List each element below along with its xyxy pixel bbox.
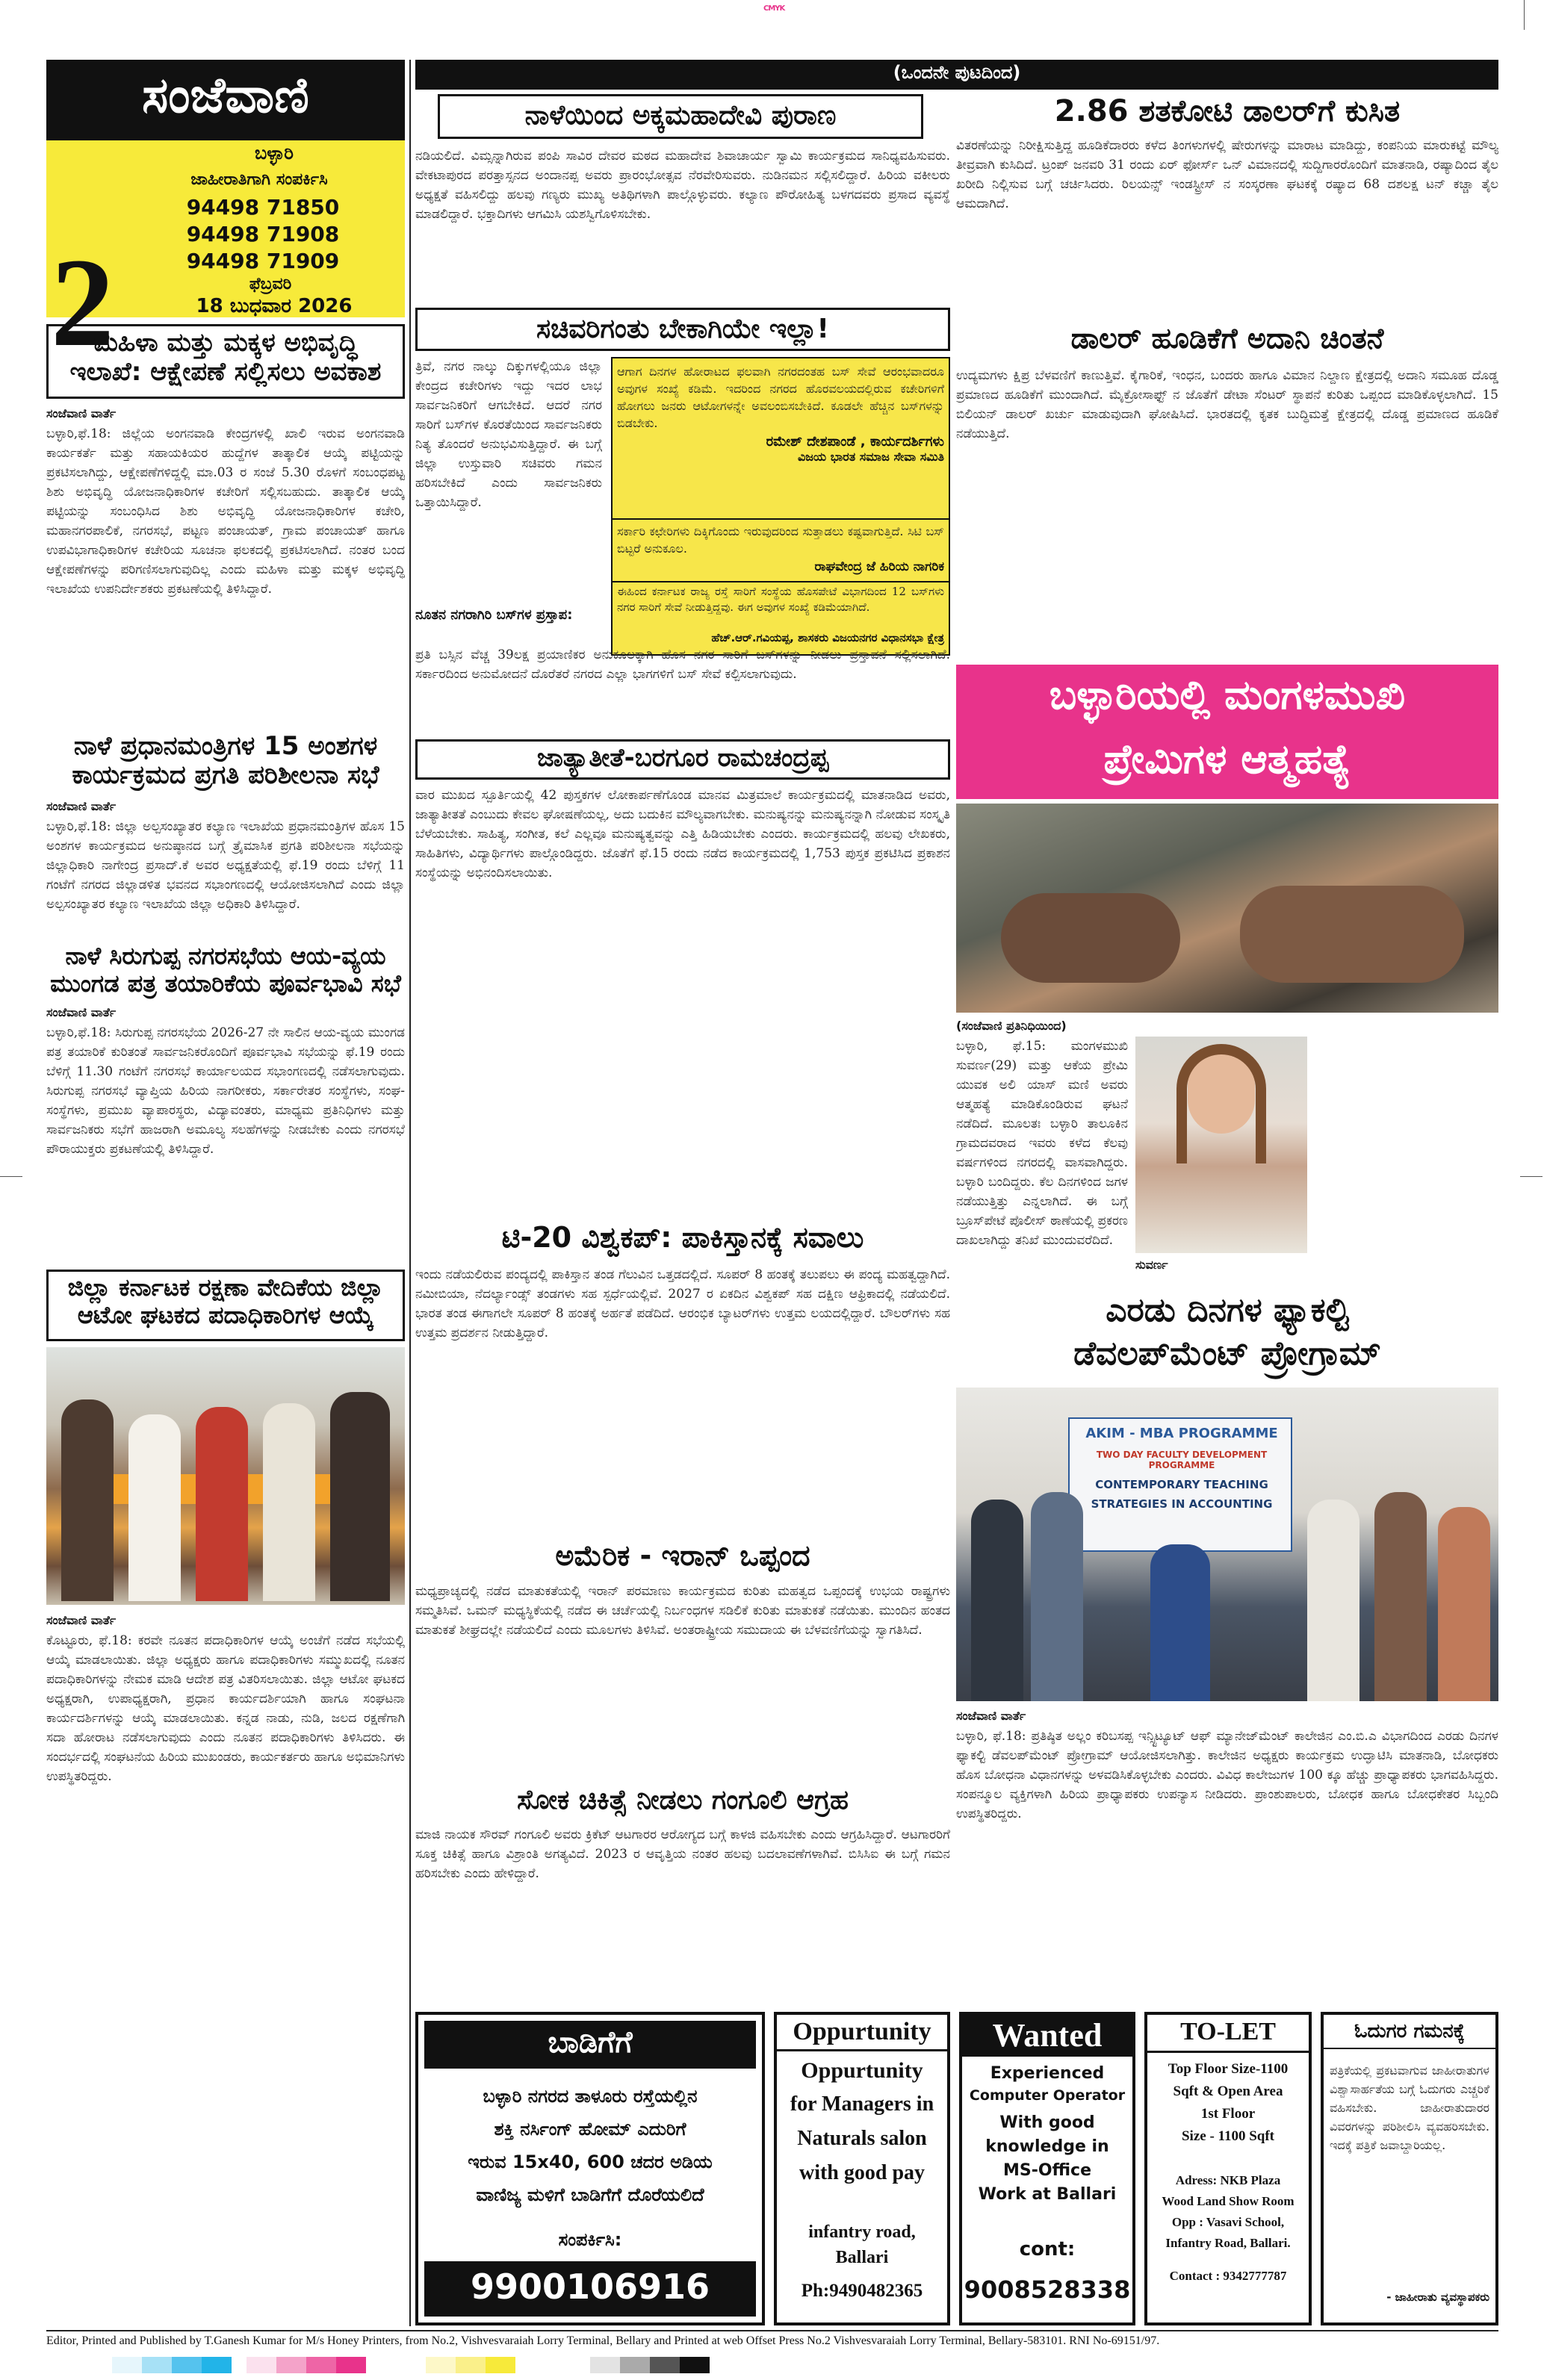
magenta-swatch (276, 2357, 306, 2373)
akkamahadevi-article (415, 94, 950, 303)
suvarna-caption: ಸುವರ್ಣ (1135, 1258, 1168, 1272)
siruguppa-article (46, 942, 405, 1256)
fdp-banner (1068, 1417, 1292, 1552)
pm-15point-byline: ಸಂಜೆವಾಣಿ ವಾರ್ತೆ (46, 799, 117, 813)
america-iran-article (415, 1540, 950, 1779)
karave-article (46, 1270, 405, 1949)
person-silhouette (1150, 1544, 1210, 1701)
contact-label: ಜಾಹೀರಾತಿಗಾಗಿ ಸಂಪರ್ಕಿಸಿ (190, 170, 328, 189)
yellow-swatch (486, 2357, 515, 2373)
figure-shape (1240, 886, 1464, 983)
soko-body: ಮಾಜಿ ನಾಯಕ ಸೌರವ್ ಗಂಗೂಲಿ ಅವರು ಕ್ರಿಕೆಟ್ ಆಟಗಾರರ ಆರೋಗ್ಯದ ಬಗ್ಗೆ ಕಾಳಜಿ ವಹಿಸಬೇಕು ಎಂದು ಆಗ್ರಹಿಸಿದ್ದಾರೆ. ಆಟಗಾರರಿಗೆ ಸೂಕ್ತ ಚಿಕಿತ್ಸೆ ಹಾಗೂ ವಿಶ್ರಾಂತಿ ಅಗತ್ಯವಿದೆ. 2023 ರ ಆವೃತ್ತಿಯ ನಂತರ ಹಲವು ಬದಲಾವಣೆಗಳಾಗಿವೆ. ಬಿಸಿಸಿಐ ಈ ಬಗ್ಗೆ ಗಮನ ಹರಿಸಬೇಕು ಎಂದು ಹೇಳಿದ್ದಾರೆ. (415, 1827, 950, 1881)
badige-line-2: ಶಕ್ತಿ ನರ್ಸಿಂಗ್ ಹೋಮ್ ಎದುರಿಗೆ (494, 2119, 686, 2140)
badige-phone[interactable]: 9900106916 (470, 2266, 710, 2307)
fdp-headline-2: ಡೆವಲಪ್‌ಮೆಂಟ್ ಪ್ರೋಗ್ರಾಮ್ (1073, 1335, 1381, 1373)
karave-body: ಕೊಟ್ಟೂರು, ಫೆ.18: ಕರವೇ ನೂತನ ಪದಾಧಿಕಾರಿಗಳ ಆಯ್ಕೆ ಅಂಚೆಗೆ ನಡೆದ ಸಭೆಯಲ್ಲಿ ಆಯ್ಕೆ ಮಾಡಲಾಯಿತು. ಜಿಲ್ಲಾ ಅಧ್ಯಕ್ಷರು ಹಾಗೂ ಪದಾಧಿಕಾರಿಗಳು ಸಮ್ಮುಖದಲ್ಲಿ ನೂತನ ಪದಾಧಿಕಾರಿಗಳನ್ನು ನೇಮಕ ಮಾಡಿ ಆದೇಶ ಪತ್ರ ವಿತರಿಸಲಾಯಿತು. ಜಿಲ್ಲಾ ಆಟೋ ಘಟಕದ ಅಧ್ಯಕ್ಷರಾಗಿ, ಉಪಾಧ್ಯಕ್ಷರಾಗಿ, ಪ್ರಧಾನ ಕಾರ್ಯದರ್ಶಿಯಾಗಿ ಹಾಗೂ ಸಂಘಟನಾ ಕಾರ್ಯದರ್ಶಿಗಳನ್ನು ಆಯ್ಕೆ ಮಾಡಲಾಯಿತು. ಕನ್ನಡ ನಾಡು, ನುಡಿ, ಜಲದ ರಕ್ಷಣೆಗಾಗಿ ಸದಾ ಹೋರಾಟ ನಡೆಸಲಾಗುವುದು ಎಂದು ನೂತನ ಪದಾಧಿಕಾರಿಗಳು ತಿಳಿಸಿದರು. ಈ ಸಂದರ್ಭದಲ್ಲಿ ಸಂಘಟನೆಯ ಹಿರಿಯ ಮುಖಂಡರು, ಕಾರ್ಯಕರ್ತರು ಹಾಗೂ ಅಭಿಮಾನಿಗಳು ಉಪಸ್ಥಿತರಿದ್ದರು. (46, 1633, 405, 1784)
mangalamukhi-headline-2: ಪ್ರೇಮಿಗಳ ಆತ್ಮಹತ್ಯೆ (1103, 736, 1351, 783)
cyan-swatch (112, 2357, 142, 2373)
adani-article (956, 323, 1498, 659)
wanted-phone[interactable]: 9008528338 (964, 2275, 1131, 2304)
person-silhouette (1031, 1492, 1083, 1701)
mangalamukhi-headline-banner (956, 665, 1498, 799)
masthead-title-block (46, 60, 405, 140)
dollar-headline: 2.86 ಶತಕೋಟಿ ಡಾಲರ್‌ಗೆ ಕುಸಿತ (1054, 94, 1401, 128)
ad-opportunity[interactable] (774, 2012, 950, 2325)
yellow-swatch (426, 2357, 456, 2373)
fdp-body: ಬಳ್ಳಾರಿ, ಫೆ.18: ಪ್ರತಿಷ್ಠಿತ ಅಲ್ಲಂ ಕರಿಬಸಪ್ಪ ಇನ್ಸ್ಟಿಟ್ಯೂಟ್ ಆಫ್ ಮ್ಯಾನೇಜ್‌ಮೆಂಟ್ ಕಾಲೇಜಿನ ಎಂ.ಬಿ.ಎ ವಿಭಾಗದಿಂದ ಎರಡು ದಿನಗಳ ಫ್ಯಾಕಲ್ಟಿ ಡೆವಲಪ್‌ಮೆಂಟ್ ಪ್ರೋಗ್ರಾಮ್ ಆಯೋಜಿಸಲಾಗಿತ್ತು. ಕಾಲೇಜಿನ ಅಧ್ಯಕ್ಷರು ಕಾರ್ಯಕ್ರಮ ಉದ್ಘಾಟಿಸಿ ಮಾತನಾಡಿ, ಬೋಧಕರು ಹೊಸ ಬೋಧನಾ ವಿಧಾನಗಳನ್ನು ಅಳವಡಿಸಿಕೊಳ್ಳಬೇಕು ಎಂದರು. ವಿವಿಧ ಕಾಲೇಜುಗಳ 100 ಕ್ಕೂ ಹೆಚ್ಚು ಪ್ರಾಧ್ಯಾಪಕರು ಭಾಗವಹಿಸಿದ್ದರು. ಸಂಪನ್ಮೂಲ ವ್ಯಕ್ತಿಗಳಾಗಿ ಹಿರಿಯ ಪ್ರಾಧ್ಯಾಪಕರು ಉಪನ್ಯಾಸ ನೀಡಿದರು. ಪ್ರಾಂಶುಪಾಲರು, ಬೋಧಕ ಹಾಗೂ ಬೋಧಕೇತರ ಸಿಬ್ಬಂದಿ ಉಪಸ್ಥಿತರಿದ್ದರು. (956, 1729, 1498, 1821)
women-child-body: ಬಳ್ಳಾರಿ,ಫೆ.18: ಜಿಲ್ಲೆಯ ಅಂಗನವಾಡಿ ಕೇಂದ್ರಗಳಲ್ಲಿ ಖಾಲಿ ಇರುವ ಅಂಗನವಾಡಿ ಕಾರ್ಯಕರ್ತೆ ಮತ್ತು ಸಹಾಯಕಿಯರ ಹುದ್ದೆಗಳ ತಾತ್ಕಾಲಿಕ ಆಯ್ಕೆ ಪಟ್ಟಿಯನ್ನು ಪ್ರಕಟಿಸಲಾಗಿದ್ದು, ಆಕ್ಷೇಪಣೆಗಳಿದ್ದಲ್ಲಿ ಮಾ.03 ರ ಸಂಜೆ 5.30 ರೊಳಗೆ ಸಂಬಂಧಪಟ್ಟ ಶಿಶು ಅಭಿವೃದ್ಧಿ ಯೋಜನಾಧಿಕಾರಿಗಳ ಕಚೇರಿಗೆ ಸಲ್ಲಿಸಬಹುದು. ತಾತ್ಕಾಲಿಕ ಆಯ್ಕೆ ಪಟ್ಟಿಯನ್ನು ಸಂಬಂಧಿಸಿದ ಶಿಶು ಅಭಿವೃದ್ಧಿ ಯೋಜನಾಧಿಕಾರಿಗಳ ಕಚೇರಿ, ಮಹಾನಗರಪಾಲಿಕೆ, ನಗರಸಭೆ, ಪಟ್ಟಣ ಪಂಚಾಯತ್, ಗ್ರಾಮ ಪಂಚಾಯತ್ ಹಾಗೂ ಉಪವಿಭಾಗಾಧಿಕಾರಿಗಳ ಕಚೇರಿಯ ಸೂಚನಾ ಫಲಕದಲ್ಲಿ ಪ್ರಕಟಿಸಲಾಗಿದೆ. ನಂತರ ಬಂದ ಆಕ್ಷೇಪಣೆಗಳನ್ನು ಪರಿಗಣಿಸಲಾಗುವುದಿಲ್ಲ ಎಂದು ಮಹಿಳಾ ಮತ್ತು ಮಕ್ಕಳ ಅಭಿವೃದ್ಧಿ ಇಲಾಖೆಯ ಉಪನಿರ್ದೇಶಕರು ಪ್ರಕಟಣೆಯಲ್ಲಿ ತಿಳಿಸಿದ್ದಾರೆ. (46, 426, 405, 597)
ad-badige[interactable] (415, 2012, 765, 2325)
person-silhouette (1307, 1500, 1359, 1701)
suvarna-portrait (1135, 1037, 1307, 1253)
tolet-line-4: Size - 1100 Sqft (1181, 2128, 1275, 2144)
masthead-title: ಸಂಜೆವಾಣಿ (142, 66, 309, 124)
mangalamukhi-byline: (ಸಂಜೆವಾಣಿ ಪ್ರತಿನಿಧಿಯಿಂದ) (956, 1019, 1067, 1033)
highlight-1-text: ಆಗಾಗ ದಿನಗಳ ಹೋರಾಟದ ಫಲವಾಗಿ ನಗರದಂತಹ ಬಸ್ ಸೇವೆ ಆರಂಭವಾದರೂ ಅವುಗಳ ಸಂಖ್ಯೆ ಕಡಿಮೆ. ಇದರಿಂದ ನಗರದ ಹೊರವಲಯದಲ್ಲಿರುವ ಕಚೇರಿಗಳಿಗೆ ಹೋಗಲು ಜನರು ಆಟೋಗಳನ್ನೇ ಅವಲಂಬಿಸಬೇಕಿದೆ. ಕೂಡಲೇ ಹೆಚ್ಚಿನ ಬಸ್‌ಗಳನ್ನು ಬಿಡಬೇಕು. (617, 364, 944, 430)
women-child-article (46, 324, 405, 727)
highlight-1-signature: ರಮೇಶ್ ದೇಶಪಾಂಡೆ , ಕಾರ್ಯದರ್ಶಿಗಳು (766, 434, 944, 450)
highlight-2-signature: ರಾಘವೇಂದ್ರ ಜೆ ಹಿರಿಯ ನಾಗರಿಕ (814, 559, 944, 574)
black-swatch (620, 2357, 650, 2373)
siruguppa-byline: ಸಂಜೆವಾಣಿ ವಾರ್ತೆ (46, 1005, 117, 1019)
masthead-city: ಬಳ್ಳಾರಿ (255, 143, 294, 164)
fdp-headline-1: ಎರಡು ದಿನಗಳ ಫ್ಯಾಕಲ್ಟಿ (1106, 1291, 1349, 1329)
banner-line-1: AKIM - MBA PROGRAMME (1085, 1426, 1278, 1441)
highlight-3-signature: ಹೆಚ್.ಆರ್.ಗವಿಯಪ್ಪ, ಶಾಸಕರು ವಿಜಯನಗರ ವಿಧಾನಸಭಾ ಕ್ಷೇತ್ರ (711, 631, 944, 644)
ad-wanted[interactable] (959, 2012, 1135, 2325)
person-silhouette (971, 1500, 1023, 1701)
person-silhouette (263, 1403, 315, 1601)
tolet-address-3: Opp : Vasavi School, (1171, 2215, 1285, 2229)
magenta-swatch (306, 2357, 336, 2373)
mangalamukhi-article (956, 665, 1498, 1284)
siruguppa-headline: ನಾಳೆ ಸಿರುಗುಪ್ಪ ನಗರಸಭೆಯ ಆಯ-ವ್ಯಯ ಮುಂಗಡ ಪತ್ರ ತಯಾರಿಕೆಯ ಪೂರ್ವಭಾವಿ ಸಭೆ (50, 942, 401, 998)
footer-rule (46, 2330, 1498, 2331)
crop-mark (1520, 1176, 1543, 1177)
readers-note-body: ಪತ್ರಿಕೆಯಲ್ಲಿ ಪ್ರಕಟವಾಗುವ ಜಾಹೀರಾತುಗಳ ವಿಶ್ವಾಸಾರ್ಹತೆಯ ಬಗ್ಗೆ ಓದುಗರು ಎಚ್ಚರಿಕೆ ವಹಿಸಬೇಕು. ಜಾಹೀರಾತುದಾರರ ವಿವರಗಳನ್ನು ಪರಿಶೀಲಿಸಿ ವ್ಯವಹರಿಸಬೇಕು. ಇದಕ್ಕೆ ಪತ್ರಿಕೆ ಜವಾಬ್ದಾರಿಯಲ್ಲ. (1330, 2063, 1489, 2152)
footer-imprint: Editor, Printed and Published by T.Ganesh Kumar for M/s Honey Printers, from No.2, Vishvesvaraiah Lorry Terminal, Bellary and Printed at web Offset Press No.2 Vishvesvaraiah Lorry Terminal, Bellary-583101. RNI No-69151/97. (46, 2334, 1160, 2347)
highlight-3-text: ಈಹಿಂದ ಕರ್ನಾಟಕ ರಾಜ್ಯ ರಸ್ತೆ ಸಾರಿಗೆ ಸಂಸ್ಥೆಯ ಹೊಸಪೇಟೆ ವಿಭಾಗದಿಂದ 12 ಬಸ್‌ಗಳು ನಗರ ಸಾರಿಗೆ ಸೇವೆ ನೀಡುತ್ತಿದ್ದವು. ಈಗ ಅವುಗಳ ಸಂಖ್ಯೆ ಕಡಿಮೆಯಾಗಿದೆ. (617, 585, 944, 614)
fdp-event-photo (956, 1388, 1498, 1701)
mangalamukhi-headline-1: ಬಳ್ಳಾರಿಯಲ್ಲಿ ಮಂಗಳಮುಖಿ (1049, 671, 1406, 718)
phone-2: 94498 71908 (186, 222, 340, 246)
wanted-title: Wanted (992, 2017, 1103, 2054)
phone-3: 94498 71909 (186, 249, 340, 273)
person-silhouette (1374, 1492, 1427, 1701)
opportunity-phone[interactable]: Ph:9490482365 (801, 2281, 923, 2301)
adani-headline: ಡಾಲರ್ ಹೂಡಿಕೆಗೆ ಅದಾನಿ ಚಿಂತನೆ (1070, 322, 1384, 355)
person-silhouette (128, 1414, 181, 1601)
dollar-article (956, 94, 1498, 318)
black-swatch (650, 2357, 680, 2373)
tolet-line-2: Sqft & Open Area (1173, 2084, 1283, 2099)
karave-byline: ಸಂಜೆವಾಣಿ ವಾರ್ತೆ (46, 1613, 117, 1627)
black-swatch (680, 2357, 710, 2373)
banner-line-3: CONTEMPORARY TEACHING (1095, 1478, 1268, 1491)
wanted-line-5: MS-Office (1002, 2161, 1092, 2180)
cyan-swatch (202, 2357, 232, 2373)
magenta-swatch (247, 2357, 276, 2373)
mangalamukhi-body: ಬಳ್ಳಾರಿ, ಫೆ.15: ಮಂಗಳಮುಖಿ ಸುವರ್ಣ(29) ಮತ್ತು ಆಕೆಯ ಪ್ರೇಮಿ ಯುವಕ ಅಲಿ ಯಾಸ್ ಮಣಿ ಅವರು ಆತ್ಮಹತ್ಯೆ ಮಾಡಿಕೊಂಡಿರುವ ಘಟನೆ ನಡೆದಿದೆ. ಮೂಲತಃ ಬಳ್ಳಾರಿ ತಾಲೂಕಿನ ಗ್ರಾಮದವರಾದ ಇವರು ಕಳೆದ ಕೆಲವು ವರ್ಷಗಳಿಂದ ನಗರದಲ್ಲಿ ವಾಸವಾಗಿದ್ದರು. ಬಳ್ಳಾರಿ ಬಂದಿದ್ದರು. ಕೆಲ ದಿನಗಳಿಂದ ಜಗಳ ನಡೆಯುತ್ತಿತ್ತು ಎನ್ನಲಾಗಿದೆ. ಈ ಬಗ್ಗೆ ಬ್ರೂಸ್‌ಪೇಟೆ ಪೊಲೀಸ್ ಠಾಣೆಯಲ್ಲಿ ಪ್ರಕರಣ ದಾಖಲಾಗಿದ್ದು ತನಿಖೆ ಮುಂದುವರೆದಿದೆ. (956, 1039, 1128, 1248)
pm-15point-headline: ನಾಳೆ ಪ್ರಧಾನಮಂತ್ರಿಗಳ 15 ಅಂಶಗಳ ಕಾರ್ಯಕ್ರಮದ ಪ್ರಗತಿ ಪರಿಶೀಲನಾ ಸಭೆ (72, 731, 379, 791)
women-child-headline: ಮಹಿಳಾ ಮತ್ತು ಮಕ್ಕಳ ಅಭಿವೃದ್ಧಿ ಇಲಾಖೆ: ಆಕ್ಷೇಪಣೆ ಸಲ್ಲಿಸಲು ಅವಕಾಶ (69, 328, 382, 388)
highlight-2-text: ಸರ್ಕಾರಿ ಕಛೇರಿಗಳು ದಿಕ್ಕಿಗೊಂದು ಇರುವುದರಿಂದ ಸುತ್ತಾಡಲು ಕಷ್ಟವಾಗುತ್ತಿದೆ. ಸಿಟಿ ಬಸ್ ಬಿಟ್ಟರೆ ಅನುಕೂಲ. (617, 524, 944, 556)
sachivaru-highlight-box (611, 357, 950, 656)
crop-mark (1524, 0, 1525, 30)
person-silhouette (1438, 1507, 1490, 1701)
cyan-swatch (142, 2357, 172, 2373)
america-iran-body: ಮಧ್ಯಪ್ರಾಚ್ಯದಲ್ಲಿ ನಡೆದ ಮಾತುಕತೆಯಲ್ಲಿ ಇರಾನ್ ಪರಮಾಣು ಕಾರ್ಯಕ್ರಮದ ಕುರಿತು ಮಹತ್ವದ ಒಪ್ಪಂದಕ್ಕೆ ಉಭಯ ರಾಷ್ಟ್ರಗಳು ಸಮ್ಮತಿಸಿವೆ. ಒಮನ್ ಮಧ್ಯಸ್ಥಿಕೆಯಲ್ಲಿ ನಡೆದ ಈ ಚರ್ಚೆಯಲ್ಲಿ ನಿರ್ಬಂಧಗಳ ಸಡಿಲಿಕೆ ಕುರಿತು ಮಾತುಕತೆ ನಡೆಯಿತು. ಮುಂದಿನ ಹಂತದ ಮಾತುಕತೆ ಶೀಘ್ರದಲ್ಲೇ ನಡೆಯಲಿದೆ ಎಂದು ಮೂಲಗಳು ತಿಳಿಸಿವೆ. ಅಂತರಾಷ್ಟ್ರೀಯ ಸಮುದಾಯ ಈ ಬೆಳವಣಿಗೆಯನ್ನು ಸ್ವಾಗತಿಸಿದೆ. (415, 1584, 950, 1638)
opportunity-line-3: Naturals salon (797, 2127, 927, 2150)
person-silhouette (61, 1399, 114, 1601)
wanted-line-2: Computer Operator (969, 2087, 1126, 2104)
highlight-divider (613, 581, 949, 582)
soko-article (415, 1785, 950, 2001)
person-silhouette (196, 1407, 248, 1601)
opportunity-address-2: Ballari (835, 2248, 889, 2267)
badige-title: ಬಾಡಿಗೆಗೆ (548, 2025, 633, 2060)
jatyatite-body: ವಾರ ಮುಖದ ಸ್ಪೂರ್ತಿಯಲ್ಲಿ 42 ಪುಸ್ತಕಗಳ ಲೋಕಾರ್ಪಣೆಗೊಂಡ ಮಾನವ ಮಿತ್ರಮಾಲೆ ಕಾರ್ಯಕ್ರಮದಲ್ಲಿ ಮಾತನಾಡಿದ ಅವರು, ಜಾತ್ಯಾತೀತತೆ ಎಂಬುದು ಕೇವಲ ಘೋಷಣೆಯಲ್ಲ, ಅದು ಬದುಕಿನ ಮೌಲ್ಯವಾಗಬೇಕು. ಮನುಷ್ಯನನ್ನು ಮನುಷ್ಯನನ್ನಾಗಿ ನೋಡುವ ಸಂಸ್ಕೃತಿ ಬೆಳೆಯಬೇಕು. ಸಾಹಿತ್ಯ, ಸಂಗೀತ, ಕಲೆ ಎಲ್ಲವೂ ಮನುಷ್ಯತ್ವವನ್ನು ಎತ್ತಿ ಹಿಡಿಯಬೇಕು ಎಂದರು. ಕಾರ್ಯಕ್ರಮದಲ್ಲಿ ಹಲವು ಲೇಖಕರು, ಸಾಹಿತಿಗಳು, ವಿದ್ಯಾರ್ಥಿಗಳು ಪಾಲ್ಗೊಂಡಿದ್ದರು. ಜೊತೆಗೆ ಫೆ.15 ರಂದು ನಡೆದ ಕಾರ್ಯಕ್ರಮದಲ್ಲಿ 1,753 ಪುಸ್ತಕ ಪ್ರಕಟಿಸಿದ ಪ್ರಕಾಶನ ಸಂಸ್ಥೆಯನ್ನು ಅಭಿನಂದಿಸಲಾಯಿತು. (415, 788, 950, 880)
cyan-swatch (172, 2357, 202, 2373)
date-line: 18 ಬುಧವಾರ 2026 (196, 295, 353, 317)
opportunity-line-4: with good pay (799, 2161, 926, 2184)
opportunity-line-1: Oppurtunity (801, 2058, 923, 2083)
wanted-line-1: Experienced (990, 2064, 1105, 2083)
tolet-address-1: Adress: NKB Plaza (1175, 2173, 1281, 2187)
soko-headline: ಸೋಕ ಚಿಕಿತ್ಸೆ ನೀಡಲು ಗಂಗೂಲಿ ಆಗ್ರಹ (517, 1785, 849, 1815)
highlight-1-org: ವಿಜಯ ಭಾರತ ಸಮಾಜ ಸೇವಾ ಸಮಿತಿ (797, 449, 944, 464)
dollar-body: ವಿತರಣೆಯನ್ನು ನಿರೀಕ್ಷಿಸುತ್ತಿದ್ದ ಹೂಡಿಕೆದಾರರು ಕಳೆದ ತಿಂಗಳುಗಳಲ್ಲಿ ಷೇರುಗಳನ್ನು ಮಾರಾಟ ಮಾಡಿದ್ದು, ಕಂಪನಿಯ ಮಾರುಕಟ್ಟೆ ಮೌಲ್ಯ ತೀವ್ರವಾಗಿ ಕುಸಿದಿದೆ. ಟ್ರಂಪ್ ಜನವರಿ 31 ರಂದು ಏರ್ ಫೋರ್ಸ್ ಒನ್ ವಿಮಾನದಲ್ಲಿ ಸುದ್ದಿಗಾರರೊಂದಿಗೆ ಮಾತನಾಡಿ, ರಷ್ಯಾದಿಂದ ತೈಲ ಖರೀದಿ ನಿಲ್ಲಿಸುವ ಬಗ್ಗೆ ಚರ್ಚಿಸಿದರು. ರಿಲಯನ್ಸ್ ಇಂಡಸ್ಟ್ರೀಸ್ ನ ಸಂಸ್ಕರಣಾ ಘಟಕಕ್ಕೆ ರಷ್ಯಾದ 68 ದಶಲಕ್ಷ ಟನ್ ಕಚ್ಚಾ ತೈಲ ಆಮದಾಗಿದೆ. (956, 138, 1498, 211)
sachivaru-body-2: ಪ್ರತಿ ಬಸ್ಸಿನ ವೆಚ್ಚ 39ಲಕ್ಷ ಪ್ರಯಾಣಿಕರ ಅನುಕೂಲಕ್ಕಾಗಿ ಹೊಸ ನಗರ ಸಾರಿಗೆ ಬಸ್‌ಗಳನ್ನು ನೀಡಲು ಪ್ರಸ್ತಾವನೆ ಸಲ್ಲಿಸಲಾಗಿದೆ. ಸರ್ಕಾರದಿಂದ ಅನುಮೋದನೆ ದೊರೆತರೆ ನಗರದ ಎಲ್ಲಾ ಭಾಗಗಳಿಗೆ ಬಸ್ ಸೇವೆ ಕಲ್ಪಿಸಲಾಗುವುದು. (415, 647, 950, 682)
wanted-line-4: knowledge in (985, 2137, 1109, 2156)
tolet-address-2: Wood Land Show Room (1162, 2194, 1295, 2208)
readers-note-sign: - ಜಾಹೀರಾತು ವ್ಯವಸ್ಥಾಪಕರು (1386, 2290, 1489, 2304)
t20-article (415, 1222, 950, 1535)
mangalamukhi-photo (956, 804, 1498, 1013)
akkamahadevi-headline: ನಾಳೆಯಿಂದ ಅಕ್ಕಮಹಾದೇವಿ ಪುರಾಣ (524, 100, 837, 131)
pm-15point-article (46, 732, 405, 935)
sachivaru-body: ತ್ರಿವೆ, ನಗರ ನಾಲ್ಕು ದಿಕ್ಕುಗಳಲ್ಲಿಯೂ ಜಿಲ್ಲಾ ಕೇಂದ್ರದ ಕಚೇರಿಗಳು ಇದ್ದು ಇದರ ಲಾಭ ಸಾರ್ವಜನಿಕರಿಗೆ ಆಗಬೇಕಿದೆ. ಆದರೆ ನಗರ ಸಾರಿಗೆ ಬಸ್‌ಗಳ ಕೊರತೆಯಿಂದ ಸಾರ್ವಜನಿಕರು ನಿತ್ಯ ತೊಂದರೆ ಅನುಭವಿಸುತ್ತಿದ್ದಾರೆ. ಈ ಬಗ್ಗೆ ಜಿಲ್ಲಾ ಉಸ್ತುವಾರಿ ಸಚಿವರು ಗಮನ ಹರಿಸಬೇಕಿದೆ ಎಂದು ಸಾರ್ವಜನಿಕರು ಒತ್ತಾಯಿಸಿದ್ದಾರೆ. (415, 359, 602, 510)
mangalamukhi-body-2 (1315, 1037, 1498, 1279)
readers-note-title: ಓದುಗರ ಗಮನಕ್ಕೆ (1324, 2021, 1495, 2049)
opportunity-title: Oppurtunity (777, 2018, 947, 2051)
fdp-byline: ಸಂಜೆವಾಣಿ ವಾರ್ತೆ (956, 1709, 1026, 1723)
sachivaru-subhead: ನೂತನ ನಗರಾಗಿರಿ ಬಸ್‌ಗಳ ಪ್ರಸ್ತಾಪ: (415, 607, 573, 623)
phone-1: 94498 71850 (186, 195, 340, 220)
tolet-title: TO-LET (1147, 2018, 1309, 2053)
highlight-divider (613, 518, 949, 520)
continued-label: (ಒಂದನೇ ಪುಟದಿಂದ) (893, 62, 1021, 83)
america-iran-headline: ಅಮೆರಿಕ - ಇರಾನ್ ಒಪ್ಪಂದ (555, 1539, 810, 1572)
akkamahadevi-body: ನಡಿಯಲಿದೆ. ವಿಮ್ಸನ್ನಾಗಿರುವ ಪಂಪಿ ಸಾವಿರ ದೇವರ ಮಠದ ಮಹಾದೇವ ಶಿವಾಚಾರ್ಯ ಸ್ವಾಮಿ ಕಾರ್ಯಕ್ರಮದ ಸಾನಿಧ್ಯವಹಿಸುವರು. ವೇಕಟಾಪುರದ ಪರತ್ತಾಸ್ಸನದ ಅಂದಾನಪ್ಪ ಅವರು ಪ್ರಾರಂಭೋತ್ಸವ ನೆರವೇರಿಸುವರು. ನುಡಿನಮನ ಸಲ್ಲಿಸಲಿದ್ದಾರೆ. ಹಿರಿಯ ವಕೀಲರು ಅಧ್ಯಕ್ಷತೆ ವಹಿಸಲಿದ್ದು ಹಲವು ಗಣ್ಯರು ಮುಖ್ಯ ಅತಿಥಿಗಳಾಗಿ ಪಾಲ್ಗೊಳ್ಳುವರು. ಕಲ್ಯಾಣ ಪೌರೋಹಿತ್ಯ ಬಳಗದವರು ಪ್ರಸಾದ ವ್ಯವಸ್ಥೆ ಮಾಡಲಿದ್ದಾರೆ. ಭಕ್ತಾದಿಗಳು ಆಗಮಿಸಿ ಯಶಸ್ವಿಗೊಳಿಸಬೇಕು. (415, 149, 950, 222)
sachivaru-headline: ಸಚಿವರಿಗಂತು ಬೇಕಾಗಿಯೇ ಇಲ್ಲಾ! (536, 314, 829, 344)
badige-line-1: ಬಳ್ಳಾರಿ ನಗರದ ತಾಳೂರು ರಸ್ತೆಯಲ್ಲಿನ (483, 2086, 698, 2107)
karave-group-photo (46, 1347, 405, 1605)
crop-mark (0, 1176, 22, 1177)
opportunity-address-1: infantry road, (808, 2222, 916, 2242)
continued-strip (415, 60, 1498, 90)
black-swatch (590, 2357, 620, 2373)
page-number: 2 (51, 232, 114, 373)
siruguppa-body: ಬಳ್ಳಾರಿ,ಫೆ.18: ಸಿರುಗುಪ್ಪ ನಗರಸಭೆಯ 2026-27 ನೇ ಸಾಲಿನ ಆಯ-ವ್ಯಯ ಮುಂಗಡ ಪತ್ರ ತಯಾರಿಕೆ ಕುರಿತಂತೆ ಸಾರ್ವಜನಿಕರೊಂದಿಗೆ ಪೂರ್ವಭಾವಿ ಸಭೆಯನ್ನು ಫೆ.19 ರಂದು ಬೆಳಿಗ್ಗೆ 11.30 ಗಂಟೆಗೆ ನಗರಸಭೆ ಕಾರ್ಯಾಲಯದ ಸಭಾಂಗಣದಲ್ಲಿ ನಡೆಸಲಾಗುವುದು. ಸಿರುಗುಪ್ಪ ನಗರಸಭೆ ವ್ಯಾಪ್ತಿಯ ಹಿರಿಯ ನಾಗರೀಕರು, ಸರ್ಕಾರೇತರ ಸಂಸ್ಥೆಗಳು, ಸಂಘ-ಸಂಸ್ಥೆಗಳು, ಪ್ರಮುಖ ವ್ಯಾಪಾರಸ್ಥರು, ವಿದ್ಯಾವಂತರು, ಮಾಧ್ಯಮ ಪ್ರತಿನಿಧಿಗಳು ಮತ್ತು ಸಾರ್ವಜನಿಕರು ಸಭೆಗೆ ಹಾಜರಾಗಿ ಅಮೂಲ್ಯ ಸಲಹೆಗಳನ್ನು ನೀಡಬೇಕು ಎಂದು ನಗರಸಭೆ ಪೌರಾಯುಕ್ತರು ಪ್ರಕಟಣೆಯಲ್ಲಿ ತಿಳಿಸಿದ್ದಾರೆ. (46, 1025, 405, 1157)
figure-shape (1001, 893, 1180, 983)
tolet-address-4: Infantry Road, Ballari. (1165, 2236, 1291, 2250)
jatyatite-headline: ಜಾತ್ಯಾತೀತೆ-ಬರಗೂರ ರಾಮಚಂದ್ರಪ್ಪ (536, 743, 829, 773)
wanted-line-3: With good (999, 2113, 1095, 2132)
portrait-hair (1176, 1044, 1266, 1163)
banner-line-2: TWO DAY FACULTY DEVELOPMENT PROGRAMME (1096, 1450, 1268, 1470)
badige-line-4: ವಾಣಿಜ್ಯ ಮಳಿಗೆ ಬಾಡಿಗೆಗೆ ದೊರೆಯಲಿದೆ (476, 2184, 704, 2205)
women-child-byline: ಸಂಜೆವಾಣಿ ವಾರ್ತೆ (46, 406, 117, 420)
badige-contact-label: ಸಂಪರ್ಕಿಸಿ: (558, 2229, 622, 2250)
banner-line-4: STRATEGIES IN ACCOUNTING (1091, 1497, 1273, 1511)
tolet-line-1: Top Floor Size-1100 (1168, 2061, 1289, 2077)
month: ಫೆಬ್ರವರಿ (249, 275, 292, 293)
sachivaru-article (415, 308, 950, 733)
pm-15point-body: ಬಳ್ಳಾರಿ,ಫೆ.18: ಜಿಲ್ಲಾ ಅಲ್ಪಸಂಖ್ಯಾತರ ಕಲ್ಯಾಣ ಇಲಾಖೆಯ ಪ್ರಧಾನಮಂತ್ರಿಗಳ ಹೊಸ 15 ಅಂಶಗಳ ಕಾರ್ಯಕ್ರಮದ ಅನುಷ್ಠಾನದ ಬಗ್ಗೆ ತ್ರೈಮಾಸಿಕ ಪ್ರಗತಿ ಪರಿಶೀಲನಾ ಸಭೆಯನ್ನು ಜಿಲ್ಲಾಧಿಕಾರಿ ನಾಗೇಂದ್ರ ಪ್ರಸಾದ್.ಕೆ ಅವರ ಅಧ್ಯಕ್ಷತೆಯಲ್ಲಿ ಫೆ.19 ರಂದು ಬೆಳಿಗ್ಗೆ 11 ಗಂಟೆಗೆ ನಗರದ ಜಿಲ್ಲಾಡಳಿತ ಭವನದ ಸಭಾಂಗಣದಲ್ಲಿ ಆಯೋಜಿಸಲಾಗಿದೆ ಎಂದು ಜಿಲ್ಲಾ ಅಲ್ಪಸಂಖ್ಯಾತರ ಕಲ್ಯಾಣ ಇಲಾಖೆಯ ಜಿಲ್ಲಾ ಅಧಿಕಾರಿ ತಿಳಿಸಿದ್ದಾರೆ. (46, 819, 405, 912)
tolet-contact[interactable]: Contact : 9342777787 (1169, 2269, 1287, 2283)
yellow-swatch (456, 2357, 486, 2373)
adani-body: ಉದ್ಯಮಗಳು ಕ್ಷಿಪ್ರ ಬೆಳವಣಿಗೆ ಕಾಣುತ್ತಿವೆ. ಕೈಗಾರಿಕೆ, ಇಂಧನ, ಬಂದರು ಹಾಗೂ ವಿಮಾನ ನಿಲ್ದಾಣ ಕ್ಷೇತ್ರದಲ್ಲಿ ಅದಾನಿ ಸಮೂಹ ದೊಡ್ಡ ಪ್ರಮಾಣದ ಹೂಡಿಕೆಗೆ ಮುಂದಾಗಿದೆ. ಮೈಕ್ರೋಸಾಫ್ಟ್ ನ ಜೊತೆಗೆ ಡೇಟಾ ಸೆಂಟರ್ ಸ್ಥಾಪನೆ ಕುರಿತು ಒಪ್ಪಂದ ಮಾಡಿಕೊಳ್ಳಲಾಗಿದೆ. 15 ಬಿಲಿಯನ್ ಡಾಲರ್ ಖರ್ಚು ಮಾಡುವುದಾಗಿ ಘೋಷಿಸಿದೆ. ಭಾರತದಲ್ಲಿ ಕೃತಕ ಬುದ್ಧಿಮತ್ತೆ ಕ್ಷೇತ್ರದಲ್ಲಿ ದೊಡ್ಡ ಪ್ರಮಾಣದ ಹೂಡಿಕೆ ನಡೆಯುತ್ತಿದೆ. (956, 368, 1498, 441)
badige-line-3: ಇರುವ 15x40, 600 ಚದರ ಅಡಿಯ (468, 2151, 713, 2172)
wanted-line-6: Work at Ballari (978, 2185, 1117, 2204)
magenta-swatch (336, 2357, 366, 2373)
readers-note (1321, 2012, 1498, 2325)
cmyk-logo: CMYK (763, 4, 785, 13)
tolet-line-3: 1st Floor (1200, 2106, 1256, 2122)
ad-tolet[interactable] (1144, 2012, 1312, 2325)
t20-body: ಇಂದು ನಡೆಯಲಿರುವ ಪಂದ್ಯದಲ್ಲಿ ಪಾಕಿಸ್ತಾನ ತಂಡ ಗೆಲುವಿನ ಒತ್ತಡದಲ್ಲಿದೆ. ಸೂಪರ್ 8 ಹಂತಕ್ಕೆ ತಲುಪಲು ಈ ಪಂದ್ಯ ಮಹತ್ವದ್ದಾಗಿದೆ. ನಮೀಬಿಯಾ, ನೆದರ್ಲ್ಯಾಂಡ್ಸ್ ತಂಡಗಳು ಸಹ ಸ್ಪರ್ಧೆಯಲ್ಲಿವೆ. 2027 ರ ಏಕದಿನ ವಿಶ್ವಕಪ್ ಸಹ ದಕ್ಷಿಣ ಆಫ್ರಿಕಾದಲ್ಲಿ ನಡೆಯಲಿದೆ. ಭಾರತ ತಂಡ ಈಗಾಗಲೇ ಸೂಪರ್ 8 ಹಂತಕ್ಕೆ ಅರ್ಹತೆ ಪಡೆದಿದೆ. ಆರಂಭಿಕ ಬ್ಯಾಟರ್‌ಗಳು ಉತ್ತಮ ಲಯದಲ್ಲಿದ್ದಾರೆ. ಬೌಲರ್‌ಗಳು ಸಹ ಉತ್ತಮ ಪ್ರದರ್ಶನ ನೀಡುತ್ತಿದ್ದಾರೆ. (415, 1267, 950, 1340)
karave-headline: ಜಿಲ್ಲಾ ಕರ್ನಾಟಕ ರಕ್ಷಣಾ ವೇದಿಕೆಯ ಜಿಲ್ಲಾ ಆಟೋ ಘಟಕದ ಪದಾಧಿಕಾರಿಗಳ ಆಯ್ಕೆ (67, 1273, 384, 1329)
jatyatite-article (415, 739, 950, 1217)
person-silhouette (330, 1392, 390, 1601)
wanted-contact-label: cont: (1019, 2238, 1076, 2261)
column-rule (409, 60, 411, 2326)
opportunity-line-2: for Managers in (790, 2092, 934, 2116)
t20-headline: ಟಿ-20 ವಿಶ್ವಕಪ್: ಪಾಕಿಸ್ತಾನಕ್ಕೆ ಸವಾಲು (501, 1221, 864, 1254)
fdp-article (956, 1292, 1498, 2001)
